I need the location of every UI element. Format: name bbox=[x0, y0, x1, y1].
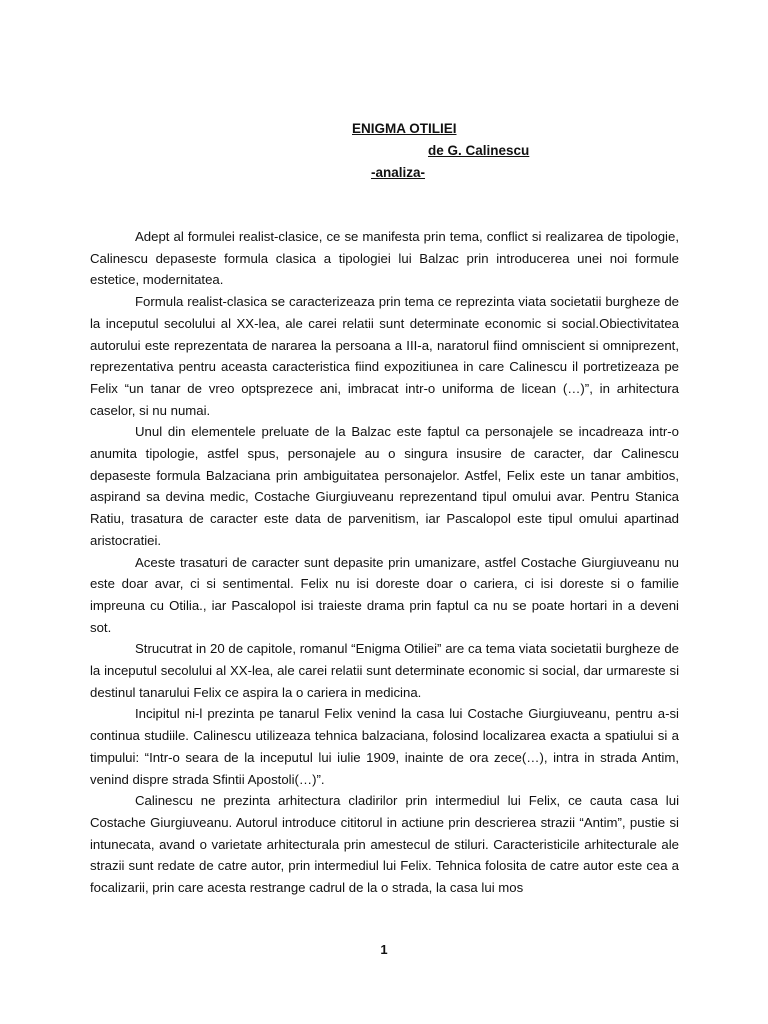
paragraph: Formula realist-clasica se caracterizeaza prin tema ce reprezinta viata societatii burgheze de la inceputul secolului al XX-lea, ale carei relatii sunt determinate economic si social.Obiectivitatea autorului este reprezentata de nararea la persoana a III-a, naratorul fiind omniscient si omniprezent, reprezentativa pentru aceasta caracteristica fiind expozitiunea in care Calinescu il portretizeaza pe Felix “un tanar de vreo optsprezece ani, imbracat intr-o uniforma de licean (…)”, in arhitectura caselor, si nu numai. bbox=[90, 294, 679, 418]
paragraph: Adept al formulei realist-clasice, ce se manifesta prin tema, conflict si realizarea de tipologie, Calinescu depaseste formula clasica a tipologiei lui Balzac prin introducerea unei noi formule estetice, modernitatea. bbox=[90, 229, 679, 288]
paragraph: Unul din elementele preluate de la Balzac este faptul ca personajele se incadreaza intr-o anumita tipologie, astfel spus, personajele au o singura insusire de caracter, dar Calinescu depaseste formula Balzaciana prin ambiguitatea personajelor. Astfel, Felix este un tanar ambitios, aspirand sa devina medic, Costache Giurgiuveanu reprezentand tipul omului avar. Pentru Stanica Ratiu, trasatura de caracter este data de parvenitism, iar Pascalopol este tipul omului apartinad aristocratiei. bbox=[90, 424, 679, 548]
author-line: de G. Calinescu bbox=[428, 143, 530, 158]
document-title: ENIGMA OTILIEI bbox=[352, 121, 457, 136]
page-number: 1 bbox=[380, 942, 388, 957]
paragraph: Calinescu ne prezinta arhitectura cladirilor prin intermediul lui Felix, ce cauta casa lui Costache Giurgiuveanu. Autorul introduce cititorul in actiune prin descrierea strazii “Antim”, pustie si intunecata, avand o varietate arhitecturala prin amestecul de stiluri. Caracteristicile arhitecturale ale strazii sunt redate de catre autor, prin intermediul lui Felix. Tehnica folosita de catre autor este cea a focalizarii, prin care acesta restrange cadrul de la o strada, la casa lui mos bbox=[90, 793, 679, 896]
paragraph: Strucutrat in 20 de capitole, romanul “Enigma Otiliei” are ca tema viata societatii burgheze de la inceputul secolului al XX-lea, ale carei relatii sunt determinate economic si social, dar urmareste si destinul tanarului Felix ce aspira la o cariera in medicina. bbox=[90, 641, 679, 700]
paragraph: Aceste trasaturi de caracter sunt depasite prin umanizare, astfel Costache Giurgiuveanu nu este doar avar, ci si sentimental. Felix nu isi doreste doar o cariera, ci isi doreste si o familie impreuna cu Otilia., iar Pascalopol isi traieste drama prin faptul ca nu se poate hortari in a deveni sot. bbox=[90, 554, 679, 635]
paragraph: Incipitul ni-l prezinta pe tanarul Felix venind la casa lui Costache Giurgiuveanu, pentru a-si continua studiile. Calinescu utilizeaza tehnica balzaciana, folosind localizarea exacta a spatiului si a timpului: “Intr-o seara de la inceputul lui iulie 1909, inainte de ora zece(…), intra in strada Antim, venind dispre strada Sfintii Apostoli(…)”. bbox=[90, 706, 679, 787]
document-subtitle: -analiza- bbox=[371, 165, 426, 180]
body-text bbox=[90, 226, 679, 899]
